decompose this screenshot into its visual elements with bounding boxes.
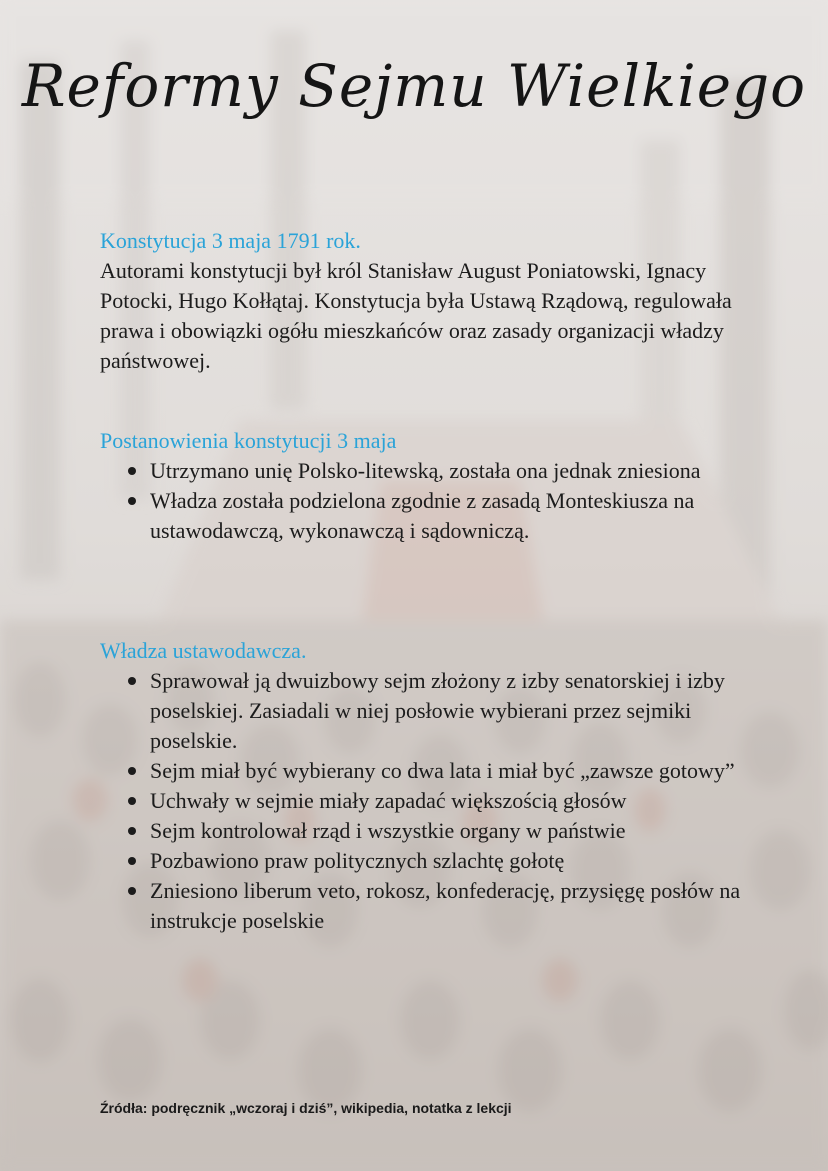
section-heading: Konstytucja 3 maja 1791 rok. — [100, 228, 361, 253]
list-item: Władza została podzielona zgodnie z zasadą Monteskiusza na ustawodawczą, wykonawczą i sądowniczą. — [125, 486, 760, 546]
section-legislative-power — [100, 636, 760, 936]
bullet-list — [100, 666, 760, 936]
page-title: Reformy Sejmu Wielkiego — [21, 52, 807, 120]
bullet-list — [100, 456, 760, 546]
list-item: Sejm miał być wybierany co dwa lata i miał być „zawsze gotowy” — [125, 756, 760, 786]
list-item: Uchwały w sejmie miały zapadać większością głosów — [125, 786, 760, 816]
sources-footer: Źródła: podręcznik „wczoraj i dziś”, wikipedia, notatka z lekcji — [100, 1100, 512, 1116]
list-item: Utrzymano unię Polsko-litewską, została ona jednak zniesiona — [125, 456, 760, 486]
list-item: Zniesiono liberum veto, rokosz, konfederację, przysięgę posłów na instrukcje poselskie — [125, 876, 760, 936]
section-provisions — [100, 426, 760, 546]
section-constitution — [100, 226, 760, 376]
list-item: Pozbawiono praw politycznych szlachtę gołotę — [125, 846, 760, 876]
list-item: Sejm kontrolował rząd i wszystkie organy w państwie — [125, 816, 760, 846]
section-paragraph: Autorami konstytucji był król Stanisław August Poniatowski, Ignacy Potocki, Hugo Kołłątaj. Konstytucja była Ustawą Rządową, regulowała prawa i obowiązki ogółu mieszkańców oraz zasady organizacji władzy państwowej. — [100, 258, 732, 373]
section-heading: Władza ustawodawcza. — [100, 638, 307, 663]
section-heading: Postanowienia konstytucji 3 maja — [100, 428, 397, 453]
list-item: Sprawował ją dwuizbowy sejm złożony z izby senatorskiej i izby poselskiej. Zasiadali w niej posłowie wybierani przez sejmiki poselskie. — [125, 666, 760, 756]
